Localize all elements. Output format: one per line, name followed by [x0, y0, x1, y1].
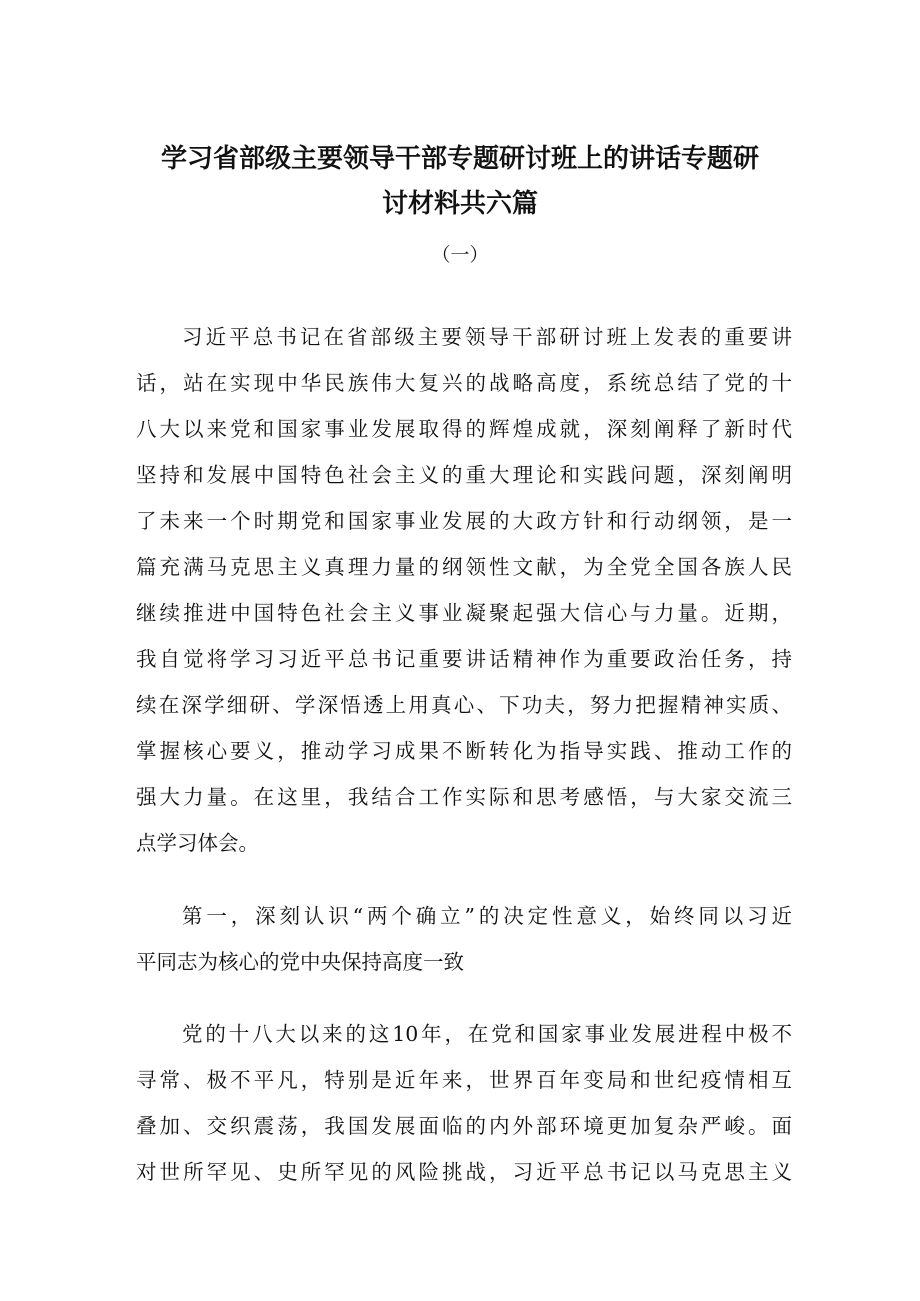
paragraph-line: 寻常、极不平凡，特别是近年来，世界百年变局和世纪疫情相互: [136, 1068, 792, 1092]
paragraph-line: 掌握核心要义，推动学习成果不断转化为指导实践、推动工作的: [136, 739, 792, 763]
section-heading-line: 平同志为核心的党中央保持高度一致: [136, 950, 464, 974]
paragraph-line: 了未来一个时期党和国家事业发展的大政方针和行动纲领，是一: [136, 509, 792, 533]
paragraph-line: 叠加、交织震荡，我国发展面临的内外部环境更加复杂严峻。面: [136, 1114, 792, 1138]
section-heading-line: 第一，深刻认识“两个确立”的决定性意义，始终同以习近: [182, 904, 792, 928]
paragraph-line: 续在深学细研、学深悟透上用真心、下功夫，努力把握精神实质、: [136, 693, 792, 717]
section-number: （一）: [431, 244, 489, 266]
paragraph-line: 话，站在实现中华民族伟大复兴的战略高度，系统总结了党的十: [136, 371, 792, 395]
paragraph-line: 对世所罕见、史所罕见的风险挑战，习近平总书记以马克思主义: [136, 1160, 792, 1184]
paragraph-line: 党的十八大以来的这10年，在党和国家事业发展进程中极不: [182, 1022, 792, 1046]
paragraph-line: 继续推进中国特色社会主义事业凝聚起强大信心与力量。近期，: [136, 601, 792, 625]
paragraph-line: 篇充满马克思主义真理力量的纲领性文献，为全党全国各族人民: [136, 555, 792, 579]
paragraph-line: 强大力量。在这里，我结合工作实际和思考感悟，与大家交流三: [136, 785, 792, 809]
paragraph-line: 八大以来党和国家事业发展取得的辉煌成就，深刻阐释了新时代: [136, 417, 792, 441]
document-title-line-2: 讨材料共六篇: [381, 189, 538, 219]
paragraph-line: 习近平总书记在省部级主要领导干部研讨班上发表的重要讲: [182, 325, 792, 349]
paragraph-line: 坚持和发展中国特色社会主义的重大理论和实践问题，深刻阐明: [136, 463, 792, 487]
document-title-line-1: 学习省部级主要领导干部专题研讨班上的讲话专题研: [160, 144, 759, 174]
paragraph-line: 点学习体会。: [136, 831, 259, 855]
paragraph-line: 我自觉将学习习近平总书记重要讲话精神作为重要政治任务，持: [136, 647, 792, 671]
